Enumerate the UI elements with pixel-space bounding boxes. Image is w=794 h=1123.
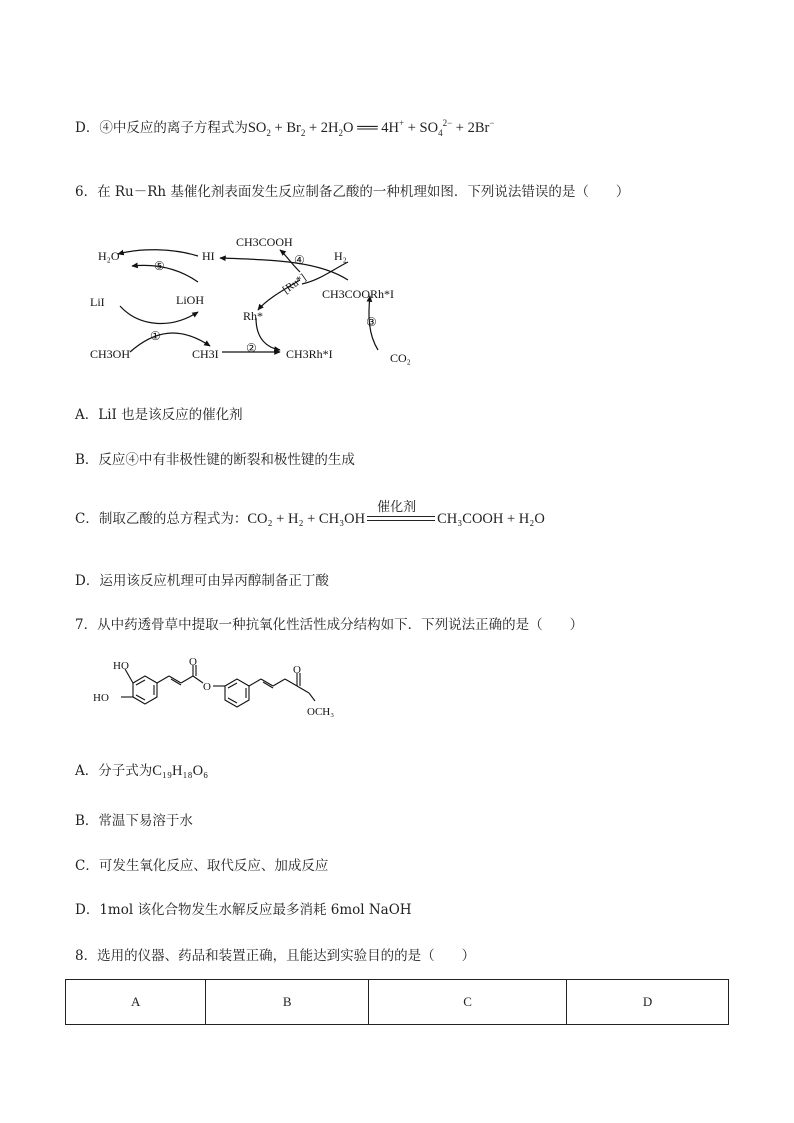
lii-label: LiI bbox=[90, 295, 105, 309]
hi-label: HI bbox=[202, 249, 215, 263]
carbonyl-o2-label: O bbox=[293, 664, 301, 676]
q6-mechanism-diagram bbox=[80, 222, 420, 372]
h2o-label: H₂O bbox=[98, 249, 120, 263]
table-header-a: A bbox=[66, 980, 206, 1025]
q8-answer-table bbox=[65, 979, 729, 1025]
q6-catalyst-label: 催化剂 bbox=[377, 499, 417, 515]
ch3i-label: CH3I bbox=[192, 347, 219, 361]
q7-stem: 7．从中药透骨草中提取一种抗氧化性活性成分结构如下．下列说法正确的是（ ） bbox=[75, 617, 584, 633]
ch3cooh-label: CH3COOH bbox=[236, 235, 293, 249]
step5-label: ⑤ bbox=[154, 259, 165, 273]
ester-o-label: O bbox=[203, 681, 211, 693]
q7-option-a-label: A．分子式为 bbox=[75, 763, 153, 779]
table-header-b: B bbox=[206, 980, 369, 1025]
q7-structure-diagram bbox=[85, 655, 355, 725]
q5-option-d-equation: $SO_2 + Br_2 + 2H_2O$ ══ $4H^+ + SO_4^{2-} + 2Br^-$ bbox=[247, 118, 495, 138]
q5-option-d bbox=[75, 116, 494, 138]
q7-option-a bbox=[75, 759, 208, 780]
step4-label: ④ bbox=[294, 253, 305, 267]
q5-option-d-label: D．④中反应的离子方程式为 bbox=[75, 120, 248, 136]
q6-option-c-right: CH₃COOH + H₂O bbox=[437, 511, 545, 527]
q6-option-d: D．运用该反应机理可由异丙醇制备正丁酸 bbox=[75, 573, 329, 589]
carbonyl-o1-label: O bbox=[189, 656, 197, 668]
q7-option-a-formula: C₁₉H₁₈O₆ bbox=[152, 763, 209, 779]
q8-stem: 8．选用的仪器、药品和装置正确，且能达到实验目的的是（ ） bbox=[75, 948, 476, 964]
equals-bar bbox=[367, 516, 435, 521]
rh-label: Rh* bbox=[243, 309, 264, 323]
q6-option-c bbox=[75, 499, 545, 528]
q7-option-d: D．1mol 该化合物发生水解反应最多消耗 6mol NaOH bbox=[75, 902, 412, 918]
ch3rhi-label: CH3Rh*I bbox=[286, 347, 333, 361]
lioh-label: LiOH bbox=[176, 293, 204, 307]
step2-label: ② bbox=[246, 341, 257, 355]
table-row bbox=[66, 980, 729, 1025]
ru-catalyst-label: [Ru*] bbox=[280, 271, 309, 297]
q7-option-c: C．可发生氧化反应、取代反应、加成反应 bbox=[75, 858, 329, 874]
och3-label: OCH₃ bbox=[307, 706, 335, 718]
step1-label: ① bbox=[150, 329, 161, 343]
table-header-d: D bbox=[567, 980, 729, 1025]
ch3coorhi-label: CH3COORh*I bbox=[322, 287, 395, 301]
q6-stem: 6．在 Ru－Rh 基催化剂表面发生反应制备乙酸的一种机理如图．下列说法错误的是（ ） bbox=[75, 184, 630, 200]
q6-option-b: B．反应④中有非极性键的断裂和极性键的生成 bbox=[75, 452, 355, 468]
step3-label: ③ bbox=[366, 315, 377, 329]
h2-label: H₂ bbox=[334, 249, 347, 263]
q6-option-c-label: C．制取乙酸的总方程式为： bbox=[75, 511, 248, 527]
q6-option-c-left: CO₂ + H₂ + CH₃OH bbox=[247, 511, 366, 527]
q6-option-a: A．LiI 也是该反应的催化剂 bbox=[75, 407, 243, 423]
ho-top-label: HO bbox=[113, 660, 129, 672]
ho-left-label: HO bbox=[93, 692, 109, 704]
ch3oh-label: CH3OH bbox=[90, 347, 131, 361]
q6-reaction-arrow bbox=[367, 499, 435, 526]
co2-label: CO₂ bbox=[390, 351, 411, 365]
q7-option-b: B．常温下易溶于水 bbox=[75, 813, 193, 829]
table-header-c: C bbox=[369, 980, 567, 1025]
